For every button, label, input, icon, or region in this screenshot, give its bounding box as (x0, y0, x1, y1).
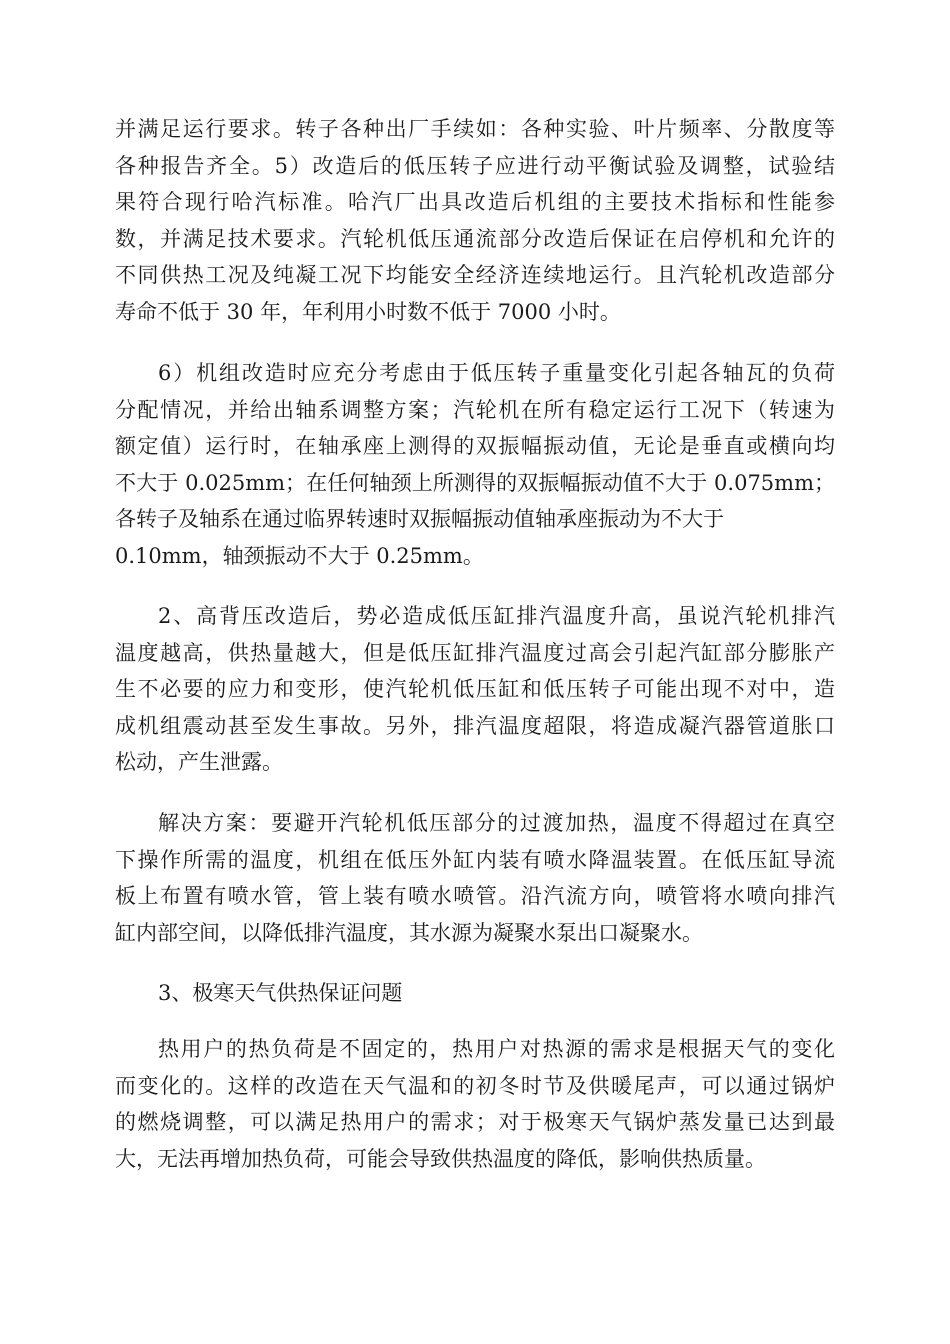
text-line: 解决方案：要避开汽轮机低压部分的过渡加热，温度不得超过在真空 (158, 811, 835, 835)
text-line: 板上布置有喷水管，管上装有喷水喷管。沿汽流方向，喷管将水喷向排汽 (115, 884, 835, 908)
text-line: 的燃烧调整，可以满足热用户的需求；对于极寒天气锅炉蒸发量已达到最 (115, 1110, 835, 1134)
text-line: 额定值）运行时，在轴承座上测得的双振幅振动值，无论是垂直或横向均 (115, 434, 835, 458)
text-line: 成机组震动甚至发生事故。另外，排汽温度超限，将造成凝汽器管道胀口 (115, 713, 835, 738)
text-line: 3、极寒天气供热保证问题 (158, 981, 403, 1005)
text-line: 2、高背压改造后，势必造成低压缸排汽温度升高，虽说汽轮机排汽 (158, 604, 835, 628)
text-line: 寿命不低于 30 年，年利用小时数不低于 7000 小时。 (115, 299, 621, 324)
text-line: 各种报告齐全。5）改造后的低压转子应进行动平衡试验及调整，试验结 (115, 153, 835, 178)
paragraph-heat-load (115, 1031, 835, 1177)
text-line: 下操作所需的温度，机组在低压外缸内装有喷水降温装置。在低压缸导流 (115, 847, 835, 872)
text-line: 温度越高，供热量越大，但是低压缸排汽温度过高会引起汽缸部分膨胀产 (115, 640, 835, 665)
text-line: 缸内部空间，以降低排汽温度，其水源为凝聚水泵出口凝聚水。 (115, 920, 703, 945)
text-line: 果符合现行哈汽标准。哈汽厂出具改造后机组的主要技术指标和性能参 (115, 190, 835, 214)
text-line: 生不必要的应力和变形，使汽轮机低压缸和低压转子可能出现不对中，造 (115, 677, 835, 701)
text-line: 分配情况，并给出轴系调整方案；汽轮机在所有稳定运行工况下（转速为 (115, 397, 835, 422)
text-line: 不大于 0.025mm；在任何轴颈上所测得的双振幅振动值不大于 0.075mm； (115, 470, 835, 495)
text-line: 数，并满足技术要求。汽轮机低压通流部分改造后保证在启停机和允许的 (115, 226, 835, 251)
paragraph-exhaust-temperature-issue (115, 598, 835, 781)
paragraph-vibration-requirements (115, 355, 835, 574)
text-line: 6）机组改造时应充分考虑由于低压转子重量变化引起各轴瓦的负荷 (158, 361, 835, 385)
text-line: 并满足运行要求。转子各种出厂手续如：各种实验、叶片频率、分散度等 (115, 117, 835, 141)
text-line: 而变化的。这样的改造在天气温和的初冬时节及供暖尾声，可以通过锅炉 (115, 1073, 835, 1098)
paragraph-requirements-continued (115, 111, 835, 330)
paragraph-solution (115, 805, 835, 951)
text-line: 不同供热工况及纯凝工况下均能安全经济连续地运行。且汽轮机改造部分 (115, 263, 835, 287)
text-line: 0.10mm，轴颈振动不大于 0.25mm。 (115, 543, 484, 568)
text-line: 松动，产生泄露。 (115, 750, 283, 774)
text-line: 热用户的热负荷是不固定的，热用户对热源的需求是根据天气的变化 (158, 1037, 835, 1061)
section-heading-extreme-cold (115, 975, 835, 1012)
text-line: 各转子及轴系在通过临界转速时双振幅振动值轴承座振动为不大于 (115, 507, 724, 531)
text-line: 大，无法再增加热负荷，可能会导致供热温度的降低，影响供热质量。 (115, 1146, 766, 1171)
